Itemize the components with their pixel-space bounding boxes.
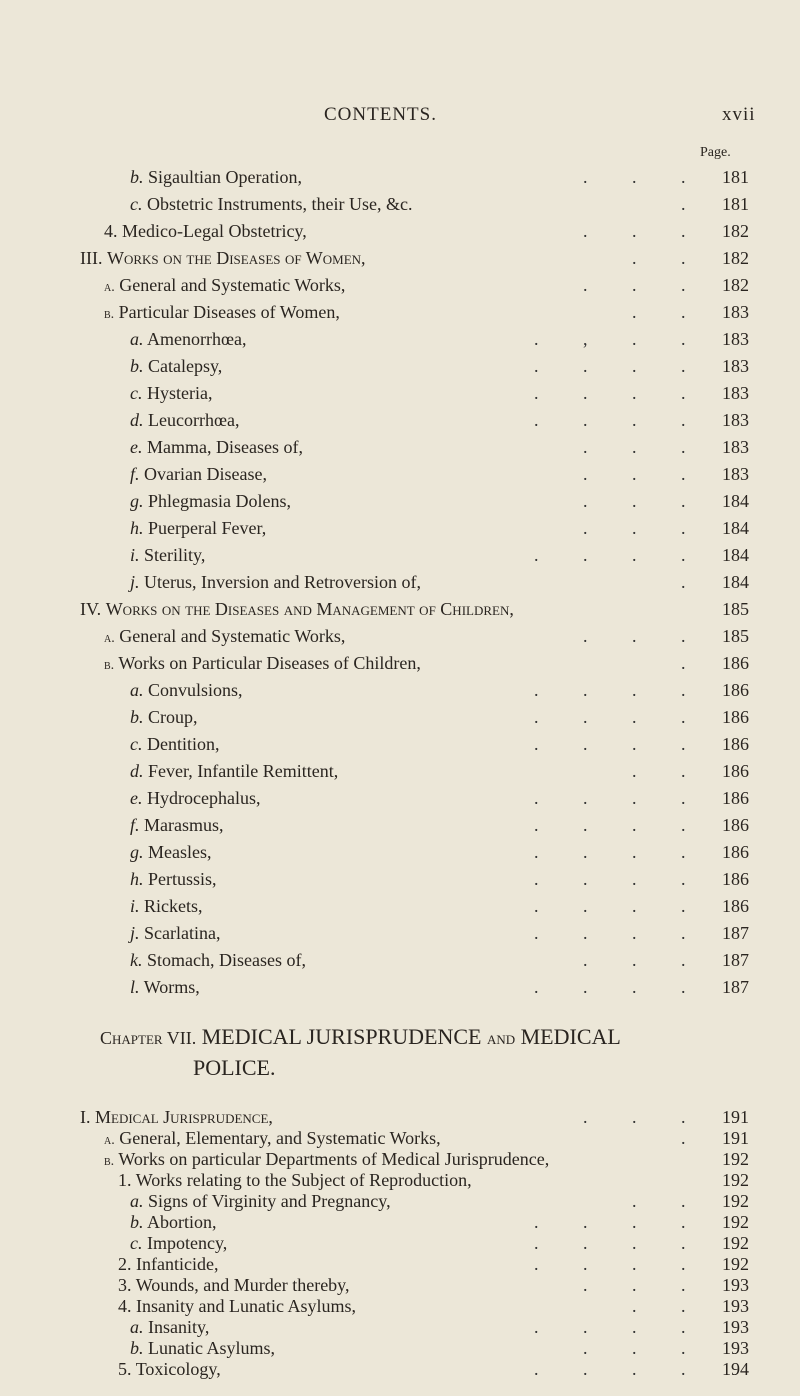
- entry-title: Mamma, Diseases of,: [147, 437, 303, 457]
- entry-page-number: 186: [722, 680, 749, 700]
- page-column-label: Page.: [700, 145, 731, 160]
- entry-page-number: 183: [722, 356, 749, 376]
- entry-label: [130, 433, 303, 461]
- leader-dots: . . . .: [534, 1254, 706, 1274]
- contents-entry: [0, 892, 800, 920]
- entry-label: [130, 325, 246, 353]
- entry-label: [130, 541, 205, 569]
- leader-dots: . . . .: [534, 896, 706, 916]
- entry-page-number: 193: [722, 1275, 749, 1295]
- entry-label: [130, 703, 198, 731]
- entry-label: [130, 757, 338, 785]
- contents-entry: [0, 757, 800, 785]
- entry-page-number: 183: [722, 464, 749, 484]
- entry-title: General and Systematic Works,: [119, 275, 346, 295]
- entry-letter: III.: [80, 248, 103, 268]
- entry-label: [130, 973, 200, 1001]
- entry-title: Medico-Legal Obstetricy,: [122, 221, 307, 241]
- entry-letter: b.: [104, 1154, 115, 1169]
- chapter-title-part-a: MEDICAL JURISPRUDENCE: [201, 1024, 482, 1049]
- entry-title: Medical Jurisprudence,: [95, 1107, 273, 1127]
- entry-label: [130, 379, 212, 407]
- entry-letter: c.: [130, 1233, 143, 1253]
- entry-page-number: 183: [722, 329, 749, 349]
- contents-entry: [0, 568, 800, 596]
- entry-page-number: 194: [722, 1359, 749, 1379]
- entry-page-number: 181: [722, 194, 749, 214]
- entry-label: [130, 946, 306, 974]
- entry-label: [130, 163, 302, 191]
- entry-letter: a.: [104, 280, 115, 295]
- entry-label: [130, 838, 211, 866]
- entry-letter: d.: [130, 410, 144, 430]
- leader-dots: . . . .: [534, 707, 706, 727]
- entry-letter: 4.: [118, 1296, 132, 1316]
- contents-entry: [0, 703, 800, 731]
- leader-dots: . . .: [583, 167, 706, 187]
- entry-letter: g.: [130, 842, 144, 862]
- entry-letter: 4.: [104, 221, 118, 241]
- entry-letter: h.: [130, 518, 144, 538]
- entry-title: Puerperal Fever,: [148, 518, 267, 538]
- entry-title: Croup,: [148, 707, 198, 727]
- leader-dots: . . . .: [534, 923, 706, 943]
- entry-title: Insanity,: [148, 1317, 210, 1337]
- leader-dots: .: [681, 1128, 706, 1148]
- entry-label: [130, 568, 421, 596]
- entry-page-number: 184: [722, 518, 749, 538]
- entry-title: Hysteria,: [147, 383, 213, 403]
- entry-letter: d.: [130, 761, 144, 781]
- entry-letter: l.: [130, 977, 140, 997]
- contents-entry: [0, 919, 800, 947]
- entry-title: Works on particular Departments of Medical Jurisprudence,: [118, 1149, 550, 1169]
- entry-title: Signs of Virginity and Pregnancy,: [148, 1191, 391, 1211]
- leader-dots: . . . .: [534, 977, 706, 997]
- entry-letter: b.: [104, 307, 115, 322]
- leader-dots: . . .: [583, 518, 706, 538]
- entry-label: [130, 406, 239, 434]
- entry-page-number: 192: [722, 1170, 749, 1190]
- contents-entry: [0, 730, 800, 758]
- contents-entry: [0, 271, 800, 299]
- entry-letter: h.: [130, 869, 144, 889]
- entry-page-number: 192: [722, 1191, 749, 1211]
- entry-label: [130, 676, 243, 704]
- entry-label: [130, 811, 224, 839]
- chapter-title-and: and: [486, 1028, 516, 1048]
- leader-dots: . . .: [583, 275, 706, 295]
- leader-dots: . .: [632, 1191, 706, 1211]
- entry-letter: a.: [130, 1191, 144, 1211]
- entry-letter: f.: [130, 815, 140, 835]
- leader-dots: . . . .: [534, 383, 706, 403]
- leader-dots: . . . .: [534, 1233, 706, 1253]
- entry-title: Dentition,: [147, 734, 220, 754]
- entry-title: Rickets,: [144, 896, 203, 916]
- entry-label: [130, 190, 412, 218]
- leader-dots: . . . .: [534, 410, 706, 430]
- entry-title: Measles,: [148, 842, 212, 862]
- entry-page-number: 192: [722, 1149, 749, 1169]
- leader-dots: . .: [632, 1296, 706, 1316]
- entry-letter: b.: [130, 707, 144, 727]
- leader-dots: . . . .: [534, 545, 706, 565]
- entry-title: Leucorrhœa,: [148, 410, 240, 430]
- entry-letter: j.: [130, 923, 140, 943]
- contents-entry: [0, 541, 800, 569]
- entry-page-number: 182: [722, 221, 749, 241]
- entry-page-number: 186: [722, 788, 749, 808]
- entry-letter: 3.: [118, 1275, 132, 1295]
- entry-label: [130, 460, 267, 488]
- entry-page-number: 191: [722, 1107, 749, 1127]
- entry-page-number: 184: [722, 491, 749, 511]
- contents-entry: [0, 973, 800, 1001]
- contents-entry: [0, 595, 800, 623]
- contents-entry: [0, 379, 800, 407]
- entry-letter: 1.: [118, 1170, 132, 1190]
- entry-label: [130, 730, 220, 758]
- entry-title: Scarlatina,: [144, 923, 221, 943]
- leader-dots: . . .: [583, 221, 706, 241]
- leader-dots: . . .: [583, 1338, 706, 1358]
- contents-entry: [0, 244, 800, 272]
- running-title: CONTENTS.: [324, 104, 437, 125]
- entry-letter: j.: [130, 572, 140, 592]
- entry-label: [130, 919, 220, 947]
- entry-page-number: 187: [722, 950, 749, 970]
- entry-letter: b.: [130, 1212, 144, 1232]
- entry-letter: b.: [104, 658, 115, 673]
- entry-letter: k.: [130, 950, 143, 970]
- entry-title: Fever, Infantile Remittent,: [148, 761, 339, 781]
- entry-letter: c.: [130, 734, 143, 754]
- entry-page-number: 192: [722, 1233, 749, 1253]
- entry-page-number: 186: [722, 896, 749, 916]
- contents-entry: [0, 217, 800, 245]
- leader-dots: . , . .: [534, 329, 706, 349]
- contents-entry: [0, 811, 800, 839]
- entry-title: Abortion,: [147, 1212, 217, 1232]
- leader-dots: . . .: [583, 491, 706, 511]
- leader-dots: . . . .: [534, 788, 706, 808]
- contents-entry: [0, 298, 800, 326]
- entry-page-number: 187: [722, 977, 749, 997]
- entry-letter: 5.: [118, 1359, 132, 1379]
- contents-entry: [0, 190, 800, 218]
- contents-entry: [0, 163, 800, 191]
- entry-letter: e.: [130, 437, 143, 457]
- entry-label: [80, 595, 514, 623]
- leader-dots: . . . .: [534, 1359, 706, 1379]
- entry-title: Marasmus,: [144, 815, 224, 835]
- entry-letter: f.: [130, 464, 140, 484]
- entry-page-number: 181: [722, 167, 749, 187]
- entry-title: Phlegmasia Dolens,: [148, 491, 291, 511]
- entry-page-number: 186: [722, 815, 749, 835]
- entry-letter: e.: [130, 788, 143, 808]
- entry-page-number: 187: [722, 923, 749, 943]
- entry-title: Works on the Diseases of Women,: [106, 248, 366, 268]
- contents-entry: [0, 325, 800, 353]
- chapter-title-part-b: MEDICAL: [520, 1024, 621, 1049]
- entry-letter: I.: [80, 1107, 91, 1127]
- leader-dots: . .: [632, 761, 706, 781]
- leader-dots: . . . .: [534, 680, 706, 700]
- entry-page-number: 182: [722, 275, 749, 295]
- contents-entry: [0, 676, 800, 704]
- entry-page-number: 184: [722, 572, 749, 592]
- entry-title: Works relating to the Subject of Reproduction,: [135, 1170, 472, 1190]
- chapter-heading: [100, 1024, 621, 1051]
- entry-page-number: 186: [722, 842, 749, 862]
- entry-title: Works on the Diseases and Management of Children,: [105, 599, 514, 619]
- entry-title: Wounds, and Murder thereby,: [135, 1275, 350, 1295]
- entry-title: Worms,: [143, 977, 200, 997]
- leader-dots: . . . .: [534, 1212, 706, 1232]
- leader-dots: . . .: [583, 1107, 706, 1127]
- contents-entry: [0, 838, 800, 866]
- leader-dots: .: [681, 572, 706, 592]
- entry-letter: i.: [130, 896, 140, 916]
- entry-title: Lunatic Asylums,: [148, 1338, 275, 1358]
- entry-letter: a.: [104, 631, 115, 646]
- entry-title: Sterility,: [144, 545, 206, 565]
- entry-title: Insanity and Lunatic Asylums,: [136, 1296, 356, 1316]
- entry-letter: c.: [130, 194, 143, 214]
- entry-title: Pertussis,: [148, 869, 217, 889]
- leader-dots: . . . .: [534, 869, 706, 889]
- contents-entry: [0, 784, 800, 812]
- entry-page-number: 183: [722, 410, 749, 430]
- leader-dots: . . .: [583, 437, 706, 457]
- entry-title: Ovarian Disease,: [144, 464, 267, 484]
- leader-dots: . . .: [583, 950, 706, 970]
- page-header: [0, 104, 800, 128]
- entry-title: Particular Diseases of Women,: [118, 302, 340, 322]
- entry-letter: a.: [104, 1133, 115, 1148]
- chapter-label: Chapter VII.: [100, 1028, 197, 1048]
- entry-label: [130, 865, 217, 893]
- entry-page-number: 184: [722, 545, 749, 565]
- entry-title: Stomach, Diseases of,: [147, 950, 306, 970]
- entry-letter: a.: [130, 1317, 144, 1337]
- entry-page-number: 186: [722, 869, 749, 889]
- contents-entry: [0, 406, 800, 434]
- contents-entry: [0, 622, 800, 650]
- leader-dots: .: [681, 653, 706, 673]
- contents-entry: [0, 460, 800, 488]
- entry-page-number: 192: [722, 1212, 749, 1232]
- leader-dots: . . .: [583, 626, 706, 646]
- entry-page-number: 185: [722, 626, 749, 646]
- entry-label: [130, 892, 203, 920]
- entry-title: Impotency,: [147, 1233, 228, 1253]
- entry-letter: 2.: [118, 1254, 132, 1274]
- entry-page-number: 186: [722, 761, 749, 781]
- entry-label: [130, 514, 266, 542]
- leader-dots: . . . .: [534, 1317, 706, 1337]
- entry-letter: i.: [130, 545, 140, 565]
- entry-page-number: 183: [722, 383, 749, 403]
- entry-letter: a.: [130, 329, 144, 349]
- entry-page-number: 186: [722, 653, 749, 673]
- entry-label: [130, 487, 291, 515]
- entry-label: [118, 1355, 221, 1383]
- leader-dots: . . . .: [534, 842, 706, 862]
- contents-entry: [0, 1355, 800, 1383]
- entry-title: Convulsions,: [148, 680, 243, 700]
- contents-entry: [0, 946, 800, 974]
- contents-entry: [0, 514, 800, 542]
- entry-title: General and Systematic Works,: [119, 626, 346, 646]
- page-number: xvii: [722, 104, 756, 125]
- entry-label: [80, 244, 366, 272]
- entry-letter: b.: [130, 1338, 144, 1358]
- entry-letter: c.: [130, 383, 143, 403]
- entry-title: Catalepsy,: [148, 356, 223, 376]
- leader-dots: . .: [632, 302, 706, 322]
- entry-label: [104, 217, 307, 245]
- contents-entry: [0, 433, 800, 461]
- leader-dots: . . .: [583, 464, 706, 484]
- entry-page-number: 186: [722, 734, 749, 754]
- contents-entry: [0, 352, 800, 380]
- entry-page-number: 192: [722, 1254, 749, 1274]
- entry-letter: b.: [130, 356, 144, 376]
- entry-title: General, Elementary, and Systematic Works,: [119, 1128, 441, 1148]
- entry-title: Sigaultian Operation,: [148, 167, 302, 187]
- entry-title: Uterus, Inversion and Retroversion of,: [144, 572, 421, 592]
- chapter-title-part-c: POLICE.: [193, 1055, 276, 1080]
- entry-label: [130, 784, 260, 812]
- entry-label: [130, 352, 222, 380]
- leader-dots: . . . .: [534, 734, 706, 754]
- entry-page-number: 193: [722, 1317, 749, 1337]
- entry-page-number: 183: [722, 437, 749, 457]
- entry-page-number: 193: [722, 1338, 749, 1358]
- entry-title: Hydrocephalus,: [147, 788, 261, 808]
- entry-letter: g.: [130, 491, 144, 511]
- entry-title: Amenorrhœa,: [147, 329, 247, 349]
- entry-page-number: 185: [722, 599, 749, 619]
- entry-letter: IV.: [80, 599, 102, 619]
- leader-dots: . . .: [583, 1275, 706, 1295]
- entry-page-number: 183: [722, 302, 749, 322]
- leader-dots: .: [681, 194, 706, 214]
- entry-page-number: 193: [722, 1296, 749, 1316]
- entry-title: Toxicology,: [135, 1359, 221, 1379]
- contents-entry: [0, 865, 800, 893]
- leader-dots: . . . .: [534, 356, 706, 376]
- entry-page-number: 186: [722, 707, 749, 727]
- contents-entry: [0, 487, 800, 515]
- entry-title: Works on Particular Diseases of Children,: [118, 653, 421, 673]
- leader-dots: . .: [632, 248, 706, 268]
- entry-letter: b.: [130, 167, 144, 187]
- entry-letter: a.: [130, 680, 144, 700]
- leader-dots: . . . .: [534, 815, 706, 835]
- entry-page-number: 182: [722, 248, 749, 268]
- entry-title: Obstetric Instruments, their Use, &c.: [147, 194, 413, 214]
- contents-entry: [0, 649, 800, 677]
- entry-page-number: 191: [722, 1128, 749, 1148]
- entry-title: Infanticide,: [136, 1254, 219, 1274]
